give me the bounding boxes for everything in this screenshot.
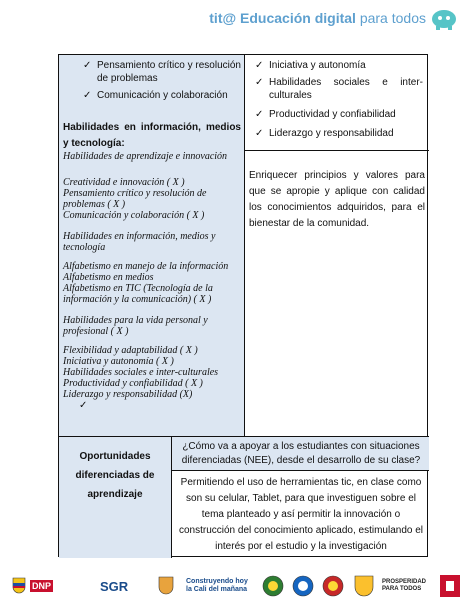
opportunities-label-cell xyxy=(59,437,172,558)
answer-text: Permitiendo el uso de herramientas tic, en clase como son su celular, Tablet, para que investiguen sobre el tema planteado y así permitir la innovación o construcción del conocimiento aplicado, estimulando el interés por el estudio y la investigación xyxy=(178,477,424,552)
italic-line: Alfabetismo en manejo de la información xyxy=(63,261,229,272)
header-brand xyxy=(209,6,458,30)
sgr-logo-text: SGR xyxy=(100,578,129,594)
italic-line: Alfabetismo en TIC (Tecnología de la información y la comunicación) ( X ) xyxy=(63,283,213,305)
italic-line: Habilidades de aprendizaje e innovación xyxy=(63,151,228,162)
left-skills-cell xyxy=(59,55,245,437)
red-flag-logo-icon xyxy=(440,574,460,598)
prosperidad-logo xyxy=(382,574,430,598)
italic-line: Productividad y confiabilidad ( X ) xyxy=(63,378,203,389)
brand-part2: Educación digital xyxy=(240,10,356,26)
sgr-logo xyxy=(100,574,128,598)
check-icon: ✓ xyxy=(79,400,88,411)
italic-line: Alfabetismo en medios xyxy=(63,272,154,283)
italic-line: Pensamiento crítico y resolución de problemas ( X ) xyxy=(63,188,207,210)
dnp-logo xyxy=(30,574,53,598)
prosperidad-logo-text: PROSPERIDAD PARA TODOS xyxy=(382,579,427,592)
checked-item: ✓ Pensamiento crítico y resolución de problemas xyxy=(79,59,241,85)
seal-logo-icon xyxy=(262,574,284,598)
brand-title xyxy=(209,10,426,26)
dnp-logo-text: DNP xyxy=(32,581,52,591)
brand-part1: tit@ xyxy=(209,10,241,26)
brand-part3: para todos xyxy=(355,10,426,26)
italic-line: Habilidades para la vida personal y profesional ( X ) xyxy=(63,315,208,337)
footer-logos xyxy=(0,574,474,604)
checked-item: ✓ Liderazgo y responsabilidad xyxy=(251,127,423,140)
cauca-slogan-text: Construyendo hoy la Cali del mañana xyxy=(186,578,248,593)
colombia-shield-icon xyxy=(12,574,26,598)
italic-line: Habilidades sociales e inter-culturales xyxy=(63,367,219,378)
skills-heading: Habilidades en información, medios y tecnología: xyxy=(63,122,241,149)
italic-line: Liderazgo y responsabilidad (X) xyxy=(63,389,193,400)
cauca-slogan-logo xyxy=(186,574,254,598)
italic-line: Iniciativa y autonomía ( X ) xyxy=(63,356,174,367)
question-cell xyxy=(172,437,429,471)
italic-line: Habilidades en información, medios y tecnología xyxy=(63,231,216,253)
seal-logo-icon xyxy=(292,574,314,598)
opportunities-label: Oportunidades diferenciadas de aprendizaje xyxy=(75,451,155,500)
values-paragraph: Enriquecer principios y valores para que se apropie y aplique con calidad los conocimientos adquiridos, para el bienestar de la comunidad. xyxy=(249,170,425,229)
italic-line: Comunicación y colaboración ( X ) xyxy=(63,210,205,221)
cell-divider xyxy=(245,150,429,151)
italic-line: Creatividad e innovación ( X ) xyxy=(63,177,185,188)
checked-item: ✓ Productividad y confiabilidad xyxy=(251,108,423,121)
question-text: ¿Cómo va a apoyar a los estudiantes con situaciones diferenciadas (NEE), desde el desarrollo de su clase? xyxy=(181,441,421,466)
answer-cell xyxy=(172,471,429,558)
checked-item: ✓ Comunicación y colaboración xyxy=(79,89,241,102)
skills-table xyxy=(58,54,428,557)
checked-item: ✓ Iniciativa y autonomía xyxy=(251,59,423,72)
mascot-logo-icon xyxy=(430,6,458,30)
italic-line: Flexibilidad y adaptabilidad ( X ) xyxy=(63,345,198,356)
seal-logo-icon xyxy=(322,574,344,598)
cauca-logo-icon xyxy=(158,574,174,598)
checked-item: ✓ Habilidades sociales e inter-culturales xyxy=(251,76,423,102)
seal-logo-icon xyxy=(354,574,374,598)
right-skills-cell xyxy=(245,55,429,437)
